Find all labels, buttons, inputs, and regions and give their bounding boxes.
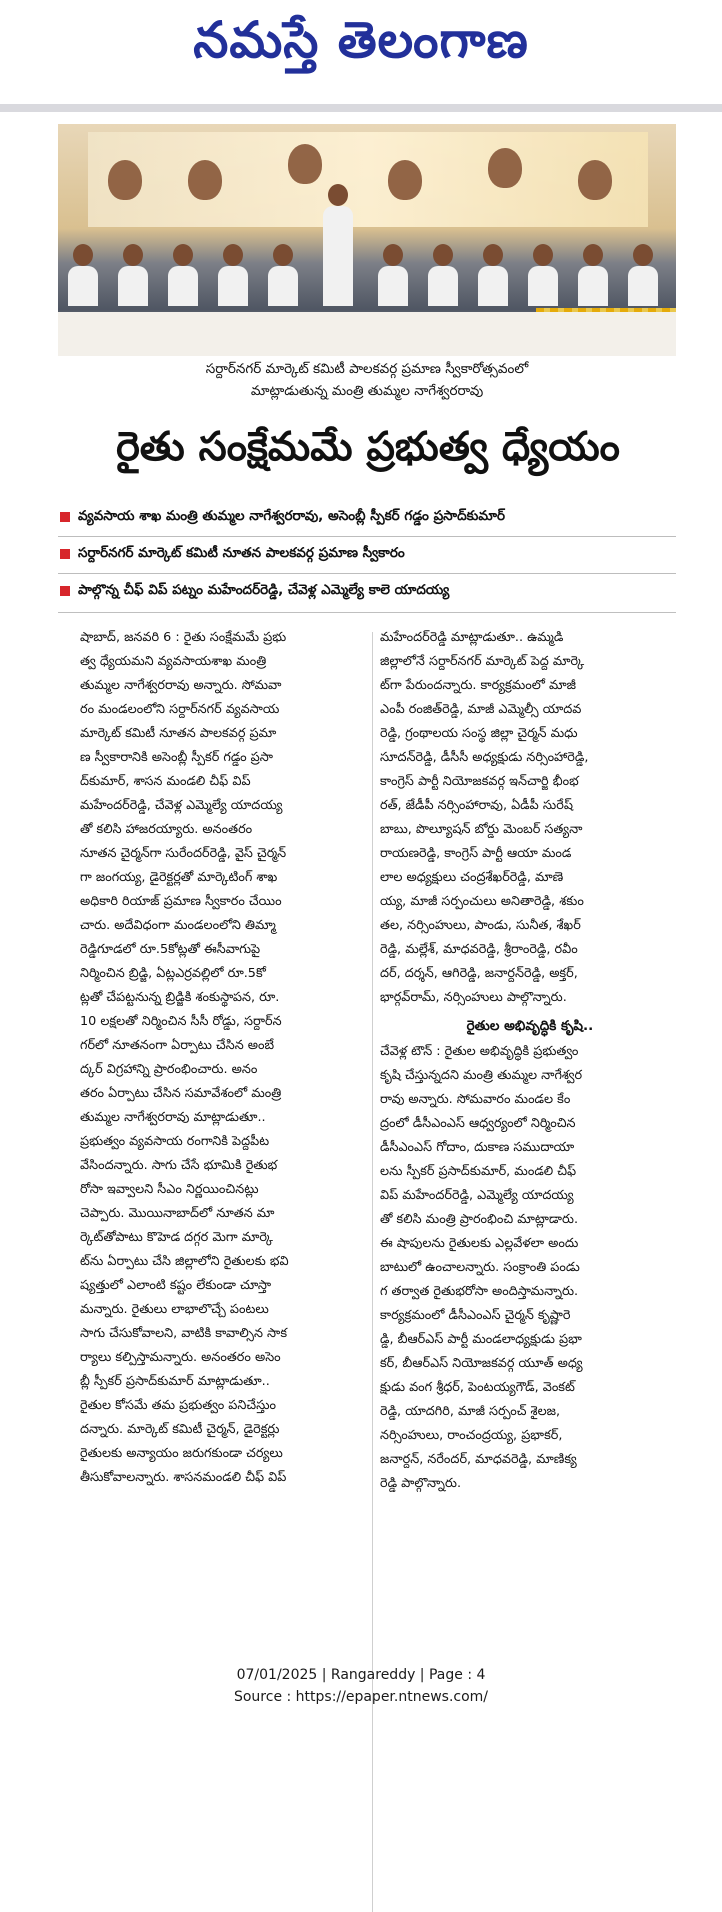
article-text-line: భార్గవ్‌రామ్, నర్సింహులు పాల్గొన్నారు. xyxy=(380,990,567,1005)
article-text-line: చారు. అదేవిధంగా మండలంలోని తిమ్మా xyxy=(80,918,276,933)
article-text-line: డీసీఎంఎస్ గోదాం, దుకాణ సముదాయా xyxy=(380,1140,575,1155)
article-text-line: తల, నర్సింహులు, పాండు, సునీత, శేఖర్ xyxy=(380,918,581,933)
article-text-line: ప్రభుత్వం వ్యవసాయ రంగానికి పెద్దపీట xyxy=(80,1134,270,1149)
article-text-line: గర్‌లో నూతనంగా ఏర్పాటు చేసిన అంబే xyxy=(80,1038,275,1053)
article-text-line: ద్రంలో డీసీఎంఎస్ ఆధ్వర్యంలో నిర్మించిన xyxy=(380,1116,576,1131)
square-bullet-icon xyxy=(60,512,70,522)
article-text-line: రోసా ఇవ్వాలని సీఎం నిర్ణయించినట్లు xyxy=(80,1182,259,1197)
article-text-line: ణ స్వీకారానికి అసెంబ్లీ స్పీకర్ గడ్డం ప్రసా xyxy=(80,750,273,765)
article-text-line: ర్కెట్‌తోపాటు కొహెడ దగ్గర మెగా మార్కె xyxy=(80,1230,273,1245)
masthead-divider xyxy=(0,104,722,112)
article-column-right xyxy=(380,626,680,1496)
caption-line: సర్దార్‌నగర్ మార్కెట్ కమిటీ పాలకవర్గ ప్రమాణ స్వీకారోత్సవంలో xyxy=(205,361,529,377)
news-photo xyxy=(58,124,676,356)
article-text-line: ట్‌ను ఏర్పాటు చేసి జిల్లాలోని రైతులకు భవి xyxy=(80,1254,289,1269)
article-headline: రైతు సంక్షేమమే ప్రభుత్వ ధ్యేయం xyxy=(116,424,620,470)
article-text-line: ట్లతో చేపట్టనున్న బ్రిడ్జికి శంకుస్థాపన, రూ. xyxy=(80,990,280,1005)
article-text-line: లాల అధ్యక్షులు చంద్రశేఖర్‌రెడ్డి, మాణె xyxy=(380,870,564,885)
article-text-line: మహేందర్‌రెడ్డి మాట్లాడుతూ.. ఉమ్మడి xyxy=(380,630,564,645)
article-text-line: తుమ్మల నాగేశ్వరరావు అన్నారు. సోమవా xyxy=(80,678,282,693)
article-text-line: కర్, బీఆర్‌ఎస్ నియోజకవర్గ యూత్ అధ్య xyxy=(380,1356,583,1371)
article-text-line: దన్నారు. మార్కెట్ కమిటీ చైర్మన్, డైరెక్టర్లు xyxy=(80,1422,280,1437)
article-text-line: రత్, జేడీపీ నర్సింహారావు, ఏడీపీ సురేష్ xyxy=(380,798,573,813)
article-text-line: రం మండలంలోని సర్దార్‌నగర్ వ్యవసాయ xyxy=(80,702,280,717)
article-text-line: మన్నారు. రైతులు లాభాలొచ్చే పంటలు xyxy=(80,1302,269,1317)
article-text-line: వేసిందన్నారు. సాగు చేసే భూమికి రైతుభ xyxy=(80,1158,278,1173)
masthead xyxy=(0,0,722,112)
article-text-line: బాబు, పొల్యూషన్ బోర్డు మెంబర్ సత్యనా xyxy=(380,822,583,837)
table-cloth xyxy=(58,312,676,356)
page-footer xyxy=(0,1664,722,1708)
stage-banner xyxy=(88,132,648,227)
article-text-line: 10 లక్షలతో నిర్మించిన సీసీ రోడ్డు, సర్దార్‌న xyxy=(80,1014,282,1029)
article-text-line: తరం ఏర్పాటు చేసిన సమావేశంలో మంత్రి xyxy=(80,1086,282,1101)
photo-caption xyxy=(58,358,676,426)
highlight-item: పాల్గొన్న చీఫ్ విప్ పట్నం మహేందర్‌రెడ్డి, చేవెళ్ల ఎమ్మెల్యే కాలె యాదయ్య xyxy=(58,574,676,610)
article-text-line: విప్ మహేందర్‌రెడ్డి, ఎమ్మెల్యే యాదయ్య xyxy=(380,1188,574,1203)
article-text-line: తీసుకోవాలన్నారు. శాసనమండలి చీఫ్ విప్ xyxy=(80,1470,287,1485)
column-divider xyxy=(372,632,373,1912)
square-bullet-icon xyxy=(60,549,70,559)
footer-edition-info: 07/01/2025 | Rangareddy | Page : 4 xyxy=(236,1667,486,1683)
article-text-line: రెడ్డి, మల్లేశ్, మాధవరెడ్డి, శ్రీరాంరెడ్డి, రవీం xyxy=(380,942,578,957)
article-text-line: డ్డి, బీఆర్‌ఎస్ పార్టీ మండలాధ్యక్షుడు ప్రభా xyxy=(380,1332,582,1347)
article-text-line: తో కలిసి మంత్రి ప్రారంభించి మాట్లాడారు. xyxy=(380,1212,579,1227)
article-text-line: కాంగ్రెస్ పార్టీ నియోజకవర్గ ఇన్‌చార్జి భీంభ xyxy=(380,774,579,789)
article-text-line: క్షుడు వంగ శ్రీధర్, పెంటయ్యగౌడ్, వెంకట్ xyxy=(380,1380,575,1395)
article-text-line: కార్యక్రమంలో డీసీఎంఎస్ చైర్మన్ కృష్ణారె xyxy=(380,1308,571,1323)
article-column-left xyxy=(80,626,380,1490)
article-text-line: అధికారి రియాజ్ ప్రమాణ స్వీకారం చేయిం xyxy=(80,894,282,909)
caption-line: మాట్లాడుతున్న మంత్రి తుమ్మల నాగేశ్వరరావు xyxy=(250,383,484,399)
article-text-line: సూదన్‌రెడ్డి, డీసీసీ అధ్యక్షుడు నర్సింహారెడ్డి, xyxy=(380,750,589,765)
article-text-line: ద్కర్ విగ్రహాన్ని ప్రారంభించారు. అనం xyxy=(80,1062,258,1077)
article-text-line: రైతుల కోసమే తమ ప్రభుత్వం పనిచేస్తుం xyxy=(80,1398,277,1413)
article-text-line: రాయణరెడ్డి, కాంగ్రెస్ పార్టీ ఆయా మండ xyxy=(380,846,572,861)
article-text-line: దర్, దర్శన్, ఆగిరెడ్డి, జనార్దన్‌రెడ్డి, అక్తర్, xyxy=(380,966,578,981)
article-text-line: ఈ షాపులను రైతులకు ఎల్లవేళలా అందు xyxy=(380,1236,579,1251)
article-text-line: మార్కెట్ కమిటీ నూతన పాలకవర్గ ప్రమా xyxy=(80,726,277,741)
article-text-line: మహేందర్‌రెడ్డి, చేవెళ్ల ఎమ్మెల్యే యాదయ్య xyxy=(80,798,283,813)
article-text-line: చేవెళ్ల టౌన్ : రైతుల అభివృద్ధికి ప్రభుత్వం xyxy=(380,1044,579,1059)
article-text-line: జిల్లాలోనే సర్దార్‌నగర్ మార్కెట్ పెద్ద మార్కె xyxy=(380,654,585,669)
people-on-stage xyxy=(58,244,676,314)
section-divider xyxy=(58,612,676,613)
article-text-line: రావు అన్నారు. సోమవారం మండల కేం xyxy=(380,1092,571,1107)
article-text-line: ర్యాలు కల్పిస్తామన్నారు. అనంతరం అసెం xyxy=(80,1350,281,1365)
article-text-line: రెడ్డి, గ్రంథాలయ సంస్థ జిల్లా చైర్మన్ మధు xyxy=(380,726,578,741)
article-text-line: ద్‌కుమార్, శాసన మండలి చీఫ్ విప్ xyxy=(80,774,251,789)
article-text-line: గ తర్వాత రైతుభరోసా అందిస్తామన్నారు. xyxy=(380,1284,579,1299)
article-text-line: ట్‌గా పేరుందన్నారు. కార్యక్రమంలో మాజీ xyxy=(380,678,576,693)
article-text-line: రైతులకు అన్యాయం జరుగకుండా చర్యలు xyxy=(80,1446,283,1461)
article-text-line: సాగు చేసుకోవాలని, వాటికి కావాల్సిన సాక xyxy=(80,1326,288,1341)
article-text-line: లను స్పీకర్ ప్రసాద్‌కుమార్, మండలి చీఫ్ xyxy=(380,1164,577,1179)
article-text-line: చెప్పారు. మొయినాబాద్‌లో నూతన మా xyxy=(80,1206,275,1221)
article-text-line: తో కలిసి హాజరయ్యారు. అనంతరం xyxy=(80,822,253,837)
article-text-line: కృషి చేస్తున్నదని మంత్రి తుమ్మల నాగేశ్వర xyxy=(380,1068,583,1083)
article-text-line: బ్లీ స్పీకర్ ప్రసాద్‌కుమార్ మాట్లాడుతూ.. xyxy=(80,1374,270,1389)
article-text-line: నూతన చైర్మన్‌గా సురేందర్‌రెడ్డి, వైస్ చైర్మన్ xyxy=(80,846,287,861)
newspaper-logo: నమస్తే తెలంగాణ xyxy=(193,10,529,69)
square-bullet-icon xyxy=(60,586,70,596)
article-text-line: తుమ్మల నాగేశ్వరరావు మాట్లాడుతూ.. xyxy=(80,1110,266,1125)
article-text-line: రెడ్డిగూడలో రూ.5కోట్లతో ఈసీవాగుపై xyxy=(80,942,261,957)
article-text-line: జనార్దన్, నరేందర్, మాధవరెడ్డి, మాణిక్య xyxy=(380,1452,577,1467)
article-text-line: య్య, మాజీ సర్పంచులు అనితారెడ్డి, శకుం xyxy=(380,894,584,909)
article-text-line: రెడ్డి, యాదగిరి, మాజీ సర్పంచ్ శైలజ, xyxy=(380,1404,561,1419)
article-text-line: ష్యత్తులో ఎలాంటి కష్టం లేకుండా చూస్తా xyxy=(80,1278,272,1293)
highlight-item: సర్దార్‌నగర్ మార్కెట్ కమిటీ నూతన పాలకవర్గ ప్రమాణ స్వీకారం xyxy=(58,537,676,574)
article-text-line: బాటులో ఉంచాలన్నారు. సంక్రాంతి పండు xyxy=(380,1260,580,1275)
article-text-line: ఎంపీ రంజిత్‌రెడ్డి, మాజీ ఎమ్మెల్సీ యాదవ xyxy=(380,702,582,717)
highlight-item: వ్యవసాయ శాఖ మంత్రి తుమ్మల నాగేశ్వరరావు, అసెంబ్లీ స్పీకర్ గడ్డం ప్రసాద్‌కుమార్ xyxy=(58,500,676,537)
article-text-line: త్వ ధ్యేయమని వ్యవసాయశాఖ మంత్రి xyxy=(80,654,267,669)
footer-source: Source : https://epaper.ntnews.com/ xyxy=(233,1689,489,1705)
article-subheading: రైతుల అభివృద్ధికి కృషి.. xyxy=(466,1018,594,1034)
article-text-line: నిర్మించిన బ్రిడ్జి, ఏట్లఎర్రవల్లిలో రూ.5కో xyxy=(80,966,266,981)
article-text-line: రెడ్డి పాల్గొన్నారు. xyxy=(380,1476,462,1491)
article-text-line: నర్సింహులు, రాంచంద్రయ్య, ప్రభాకర్, xyxy=(380,1428,563,1443)
article-text-line: షాబాద్, జనవరి 6 : రైతు సంక్షేమమే ప్రభు xyxy=(80,630,287,645)
highlights-list xyxy=(58,500,676,610)
article-text-line: గా జంగయ్య, డైరెక్టర్లతో మార్కెటింగ్ శాఖ xyxy=(80,870,278,885)
